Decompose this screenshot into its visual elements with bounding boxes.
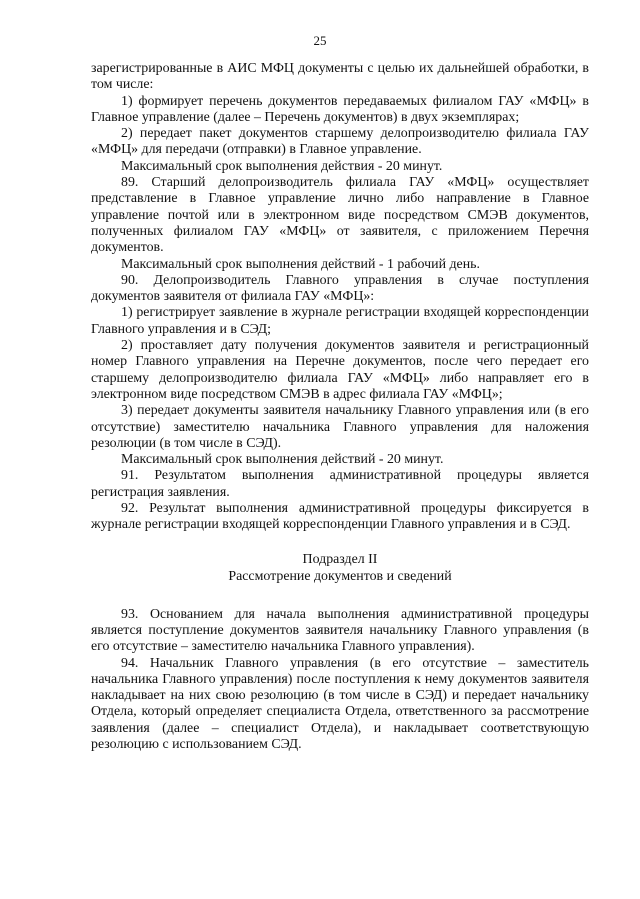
paragraph: 3) передает документы заявителя начальнику Главного управления или (в его отсутствие) заместителю начальника Главного управления для наложения резолюции (в том числе в СЭД). — [91, 403, 589, 451]
paragraph: 91. Результатом выполнения административной процедуры является регистрация заявления. — [91, 468, 589, 500]
paragraph: зарегистрированные в АИС МФЦ документы с целью их дальнейшей обработки, в том числе: — [91, 61, 589, 93]
paragraph: 90. Делопроизводитель Главного управления в случае поступления документов заявителя от филиала ГАУ «МФЦ»: — [91, 272, 589, 305]
paragraphs-before-subsection — [91, 61, 589, 534]
paragraph: Максимальный срок выполнения действий - 20 минут. — [121, 452, 444, 468]
paragraph: 1) регистрирует заявление в журнале регистрации входящей корреспонденции Главного управления и в СЭД; — [91, 305, 589, 337]
paragraph: 92. Результат выполнения административной процедуры фиксируется в журнале регистрации входящей корреспонденции Главного управления и в СЭД. — [91, 501, 589, 533]
subsection-label: Подраздел II — [302, 551, 378, 567]
document-body — [91, 61, 589, 753]
page-number: 25 — [313, 33, 327, 48]
paragraph: Максимальный срок выполнения действий - 1 рабочий день. — [121, 256, 480, 272]
paragraph: 2) проставляет дату получения документов заявителя и регистрационный номер Главного управления на Перечне документов, после чего передает его старшему делопроизводителю филиала ГАУ «МФЦ» либо направляет его в электронном виде посредством СМЭВ в адрес филиала ГАУ «МФЦ»; — [91, 338, 589, 402]
subsection-title: Рассмотрение документов и сведений — [228, 568, 452, 584]
paragraphs-after-subsection — [91, 607, 589, 754]
paragraph: 2) передает пакет документов старшему делопроизводителю филиала ГАУ «МФЦ» для передачи (отправки) в Главное управление. — [91, 126, 589, 158]
paragraph: 1) формирует перечень документов передаваемых филиалом ГАУ «МФЦ» в Главное управление (далее – Перечень документов) в двух экземплярах; — [91, 93, 589, 125]
paragraph: Максимальный срок выполнения действия - 20 минут. — [121, 158, 443, 174]
paragraph: 89. Старший делопроизводитель филиала ГАУ «МФЦ» осуществляет представление в Главное управление лично либо направление в Главное управление почтой или в электронном виде посредством СМЭВ документов, полученных филиалом ГАУ «МФЦ» от заявителя, с приложением Перечня документов. — [91, 175, 589, 256]
paragraph: 94. Начальник Главного управления (в его отсутствие – заместитель начальника Главного управления) после поступления к нему документов заявителя накладывает на них свою резолюцию (в том числе в СЭД) и передает начальнику Отдела, который определяет специалиста Отдела, ответственного за рассмотрение заявления (далее – специалист Отдела), и накладывает соответствующую резолюцию с использованием СЭД. — [91, 655, 589, 752]
paragraph: 93. Основанием для начала выполнения административной процедуры является поступление документов заявителя начальнику Главного управления (в его отсутствие – заместителю начальника Главного управления). — [91, 606, 589, 655]
